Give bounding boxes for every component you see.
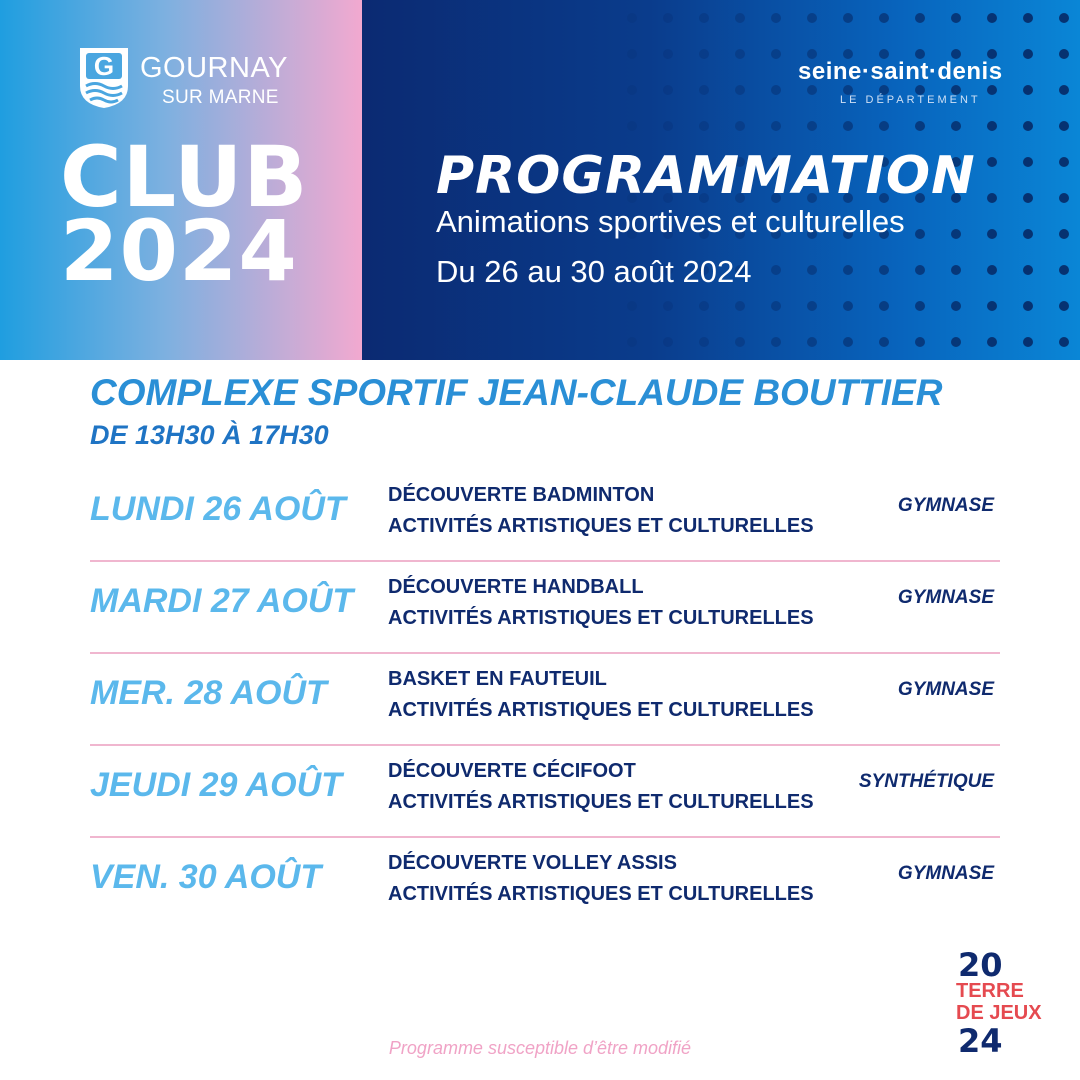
decorative-dot [987, 193, 997, 203]
decorative-dot [915, 229, 925, 239]
schedule-row [90, 654, 1000, 746]
decorative-dot [1059, 337, 1069, 347]
terre-de-jeux-logo [950, 946, 1055, 1060]
schedule-activity: DÉCOUVERTE CÉCIFOOT [388, 760, 636, 782]
decorative-dot [1059, 193, 1069, 203]
schedule-day: JEUDI 29 AOÛT [90, 766, 342, 804]
decorative-dot [771, 13, 781, 23]
gournay-name: GOURNAY [140, 52, 288, 84]
decorative-dot [699, 49, 709, 59]
decorative-dot [663, 85, 673, 95]
programmation-dates: Du 26 au 30 août 2024 [436, 254, 752, 289]
schedule-place: GYMNASE [897, 863, 994, 884]
decorative-dot [735, 13, 745, 23]
schedule-activity: ACTIVITÉS ARTISTIQUES ET CULTURELLES [388, 607, 814, 629]
decorative-dot [951, 265, 961, 275]
decorative-dot [627, 85, 637, 95]
terre-de-jeux-bottom-number: 24 [958, 1022, 1003, 1060]
decorative-dot [1059, 157, 1069, 167]
decorative-dot [735, 85, 745, 95]
schedule-activities [388, 480, 814, 542]
decorative-dot [1059, 121, 1069, 131]
decorative-dot [879, 121, 889, 131]
programmation-subtitle: Animations sportives et culturelles [436, 204, 905, 239]
decorative-dot [1059, 265, 1069, 275]
club-title-line2: 2024 [60, 202, 298, 300]
decorative-dot [951, 13, 961, 23]
programmation-title: PROGRAMMATION [436, 146, 976, 206]
decorative-dot [663, 301, 673, 311]
decorative-dot [663, 13, 673, 23]
decorative-dot [807, 337, 817, 347]
decorative-dot [879, 265, 889, 275]
gournay-subtitle: SUR MARNE [162, 87, 279, 108]
decorative-dot [1059, 49, 1069, 59]
decorative-dot [843, 301, 853, 311]
decorative-dot [1023, 229, 1033, 239]
schedule-activities [388, 848, 814, 910]
decorative-dot [699, 301, 709, 311]
decorative-dot [735, 337, 745, 347]
schedule-day: MER. 28 AOÛT [90, 674, 327, 712]
decorative-dot [807, 121, 817, 131]
seine-saint-denis-subtitle: LE DÉPARTEMENT [840, 94, 981, 106]
decorative-dot [1023, 265, 1033, 275]
decorative-dot [879, 301, 889, 311]
schedule-place: GYMNASE [897, 495, 994, 516]
seine-saint-denis-logo [798, 58, 1028, 118]
decorative-dot [699, 337, 709, 347]
decorative-dot [663, 337, 673, 347]
schedule-place: GYMNASE [897, 587, 994, 608]
schedule-row [90, 562, 1000, 654]
decorative-dot [771, 85, 781, 95]
decorative-dot [699, 13, 709, 23]
schedule-row [90, 746, 1000, 838]
decorative-dot [771, 121, 781, 131]
decorative-dot [771, 49, 781, 59]
decorative-dot [915, 301, 925, 311]
decorative-dot [807, 13, 817, 23]
decorative-dot [1023, 157, 1033, 167]
decorative-dot [843, 337, 853, 347]
decorative-dot [843, 13, 853, 23]
schedule-day: VEN. 30 AOÛT [90, 858, 322, 896]
decorative-dot [843, 265, 853, 275]
decorative-dot [663, 49, 673, 59]
decorative-dot [771, 265, 781, 275]
decorative-dot [699, 85, 709, 95]
decorative-dot [699, 121, 709, 131]
decorative-dot [987, 265, 997, 275]
decorative-dot [1059, 13, 1069, 23]
footer-disclaimer: Programme susceptible d’être modifié [388, 1038, 692, 1058]
terre-de-jeux-word2: DE JEUX [956, 1002, 1042, 1024]
decorative-dot [879, 337, 889, 347]
decorative-dot [1023, 301, 1033, 311]
decorative-dot [1023, 13, 1033, 23]
schedule-day: MARDI 27 AOÛT [90, 582, 354, 620]
decorative-dot [951, 121, 961, 131]
schedule-activities [388, 664, 814, 726]
decorative-dot [1059, 229, 1069, 239]
schedule-row [90, 470, 1000, 562]
decorative-dot [1023, 337, 1033, 347]
decorative-dot [807, 265, 817, 275]
schedule-activity: ACTIVITÉS ARTISTIQUES ET CULTURELLES [388, 699, 814, 721]
decorative-dot [987, 229, 997, 239]
schedule-activity: ACTIVITÉS ARTISTIQUES ET CULTURELLES [388, 515, 814, 537]
schedule-day: LUNDI 26 AOÛT [90, 490, 346, 528]
decorative-dot [987, 13, 997, 23]
venue-name: COMPLEXE SPORTIF JEAN-CLAUDE BOUTTIER [90, 372, 943, 413]
decorative-dot [663, 121, 673, 131]
schedule-activity: ACTIVITÉS ARTISTIQUES ET CULTURELLES [388, 883, 814, 905]
gournay-g-shield-icon [78, 46, 130, 110]
decorative-dot [987, 121, 997, 131]
schedule-list [90, 470, 1000, 928]
decorative-dot [915, 13, 925, 23]
decorative-dot [879, 13, 889, 23]
decorative-dot [627, 13, 637, 23]
decorative-dot [915, 265, 925, 275]
decorative-dot [843, 121, 853, 131]
club-title-line1: CLUB [60, 128, 309, 226]
decorative-dot [1023, 193, 1033, 203]
decorative-dot [627, 337, 637, 347]
decorative-dot [771, 301, 781, 311]
schedule-activity: BASKET EN FAUTEUIL [388, 668, 607, 690]
decorative-dot [1023, 121, 1033, 131]
schedule-activity: DÉCOUVERTE HANDBALL [388, 576, 644, 598]
schedule-activities [388, 572, 814, 634]
schedule-place: GYMNASE [897, 679, 994, 700]
decorative-dot [627, 121, 637, 131]
club-2024-title [60, 128, 350, 300]
terre-de-jeux-top-number: 20 [958, 946, 1003, 984]
schedule-activity: ACTIVITÉS ARTISTIQUES ET CULTURELLES [388, 791, 814, 813]
decorative-dot [735, 121, 745, 131]
decorative-dot [1059, 301, 1069, 311]
decorative-dot [987, 157, 997, 167]
decorative-dot [735, 301, 745, 311]
decorative-dot [627, 301, 637, 311]
decorative-dot [951, 301, 961, 311]
decorative-dot [627, 49, 637, 59]
svg-text:G: G [93, 51, 115, 81]
seine-saint-denis-name: seine·saint·denis [798, 58, 1003, 85]
schedule-activity: DÉCOUVERTE VOLLEY ASSIS [388, 852, 677, 874]
decorative-dot [807, 301, 817, 311]
schedule-row [90, 838, 1000, 928]
venue-hours: DE 13H30 À 17H30 [90, 420, 329, 450]
schedule-activities [388, 756, 814, 818]
decorative-dot [987, 301, 997, 311]
terre-de-jeux-word1: TERRE [956, 980, 1024, 1002]
decorative-dot [951, 229, 961, 239]
decorative-dot [915, 337, 925, 347]
schedule-place: SYNTHÉTIQUE [858, 771, 994, 792]
gournay-logo [78, 46, 318, 116]
decorative-dot [987, 337, 997, 347]
decorative-dot [735, 49, 745, 59]
decorative-dot [915, 121, 925, 131]
decorative-dot [1059, 85, 1069, 95]
decorative-dot [951, 337, 961, 347]
schedule-activity: DÉCOUVERTE BADMINTON [388, 484, 655, 506]
decorative-dot [771, 337, 781, 347]
